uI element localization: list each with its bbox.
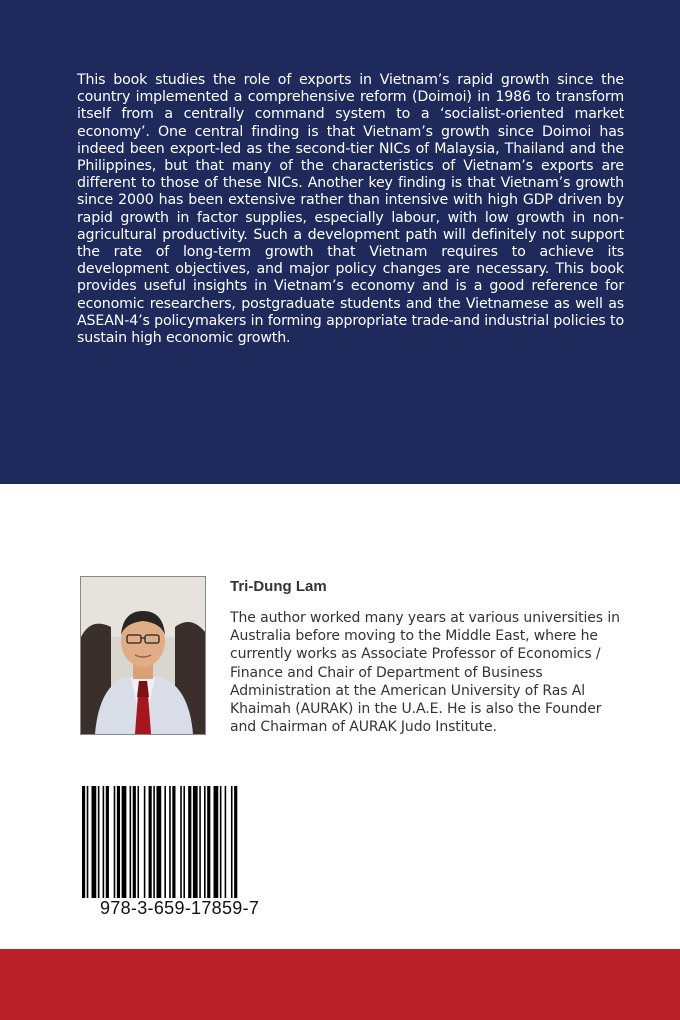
barcode-bar	[117, 786, 120, 898]
barcode-bar	[180, 786, 182, 898]
barcode-bar	[199, 786, 201, 898]
author-bio: The author worked many years at various universities in Australia before moving to the Middle East, where he currently works as Associate Professor of Economics / Finance and Chair of Department of Business Administration at the American University of Ras Al Khaimah (AURAK) in the U.A.E. He is also the Founder and Chairman of AURAK Judo Institute.	[230, 610, 620, 736]
barcode-bar	[98, 786, 100, 898]
barcode-bar	[204, 786, 206, 898]
barcode-bar	[183, 786, 185, 898]
barcode-bar	[231, 786, 233, 898]
barcode-bar	[82, 786, 85, 898]
barcode-bar	[122, 786, 127, 898]
barcode-bar	[114, 786, 116, 898]
barcode-bar	[149, 786, 152, 898]
author-name: Tri-Dung Lam	[230, 578, 327, 595]
barcode-bar	[130, 786, 132, 898]
barcode-bar	[103, 786, 105, 898]
isbn-number: 978-3-659-17859-7	[100, 898, 260, 918]
barcode-bar	[188, 786, 191, 898]
barcode-bar	[172, 786, 175, 898]
barcode-bar	[92, 786, 97, 898]
barcode-bar	[137, 786, 139, 898]
barcode-bar	[106, 786, 109, 898]
barcode-bar	[133, 786, 136, 898]
bottom-band	[0, 949, 680, 1020]
barcode-bar	[193, 786, 198, 898]
blurb-panel	[0, 0, 680, 484]
barcode-bar	[87, 786, 89, 898]
barcode-bar	[225, 786, 227, 898]
barcode-bar	[234, 786, 237, 898]
barcode-bar	[169, 786, 171, 898]
barcode-bar	[214, 786, 219, 898]
book-blurb: This book studies the role of exports in Vietnam’s rapid growth since the country implemented a comprehensive reform (Doimoi) in 1986 to transform itself from a centrally command system to a ‘socialist-oriented market economy’. One central finding is that Vietnam’s growth since Doimoi has indeed been export-led as the second-tier NICs of Malaysia, Thailand and the Philippines, but that many of the characteristics of Vietnam’s exports are different to those of these NICs. Another key finding is that Vietnam’s growth since 2000 has been extensive rather than intensive with high GDP driven by rapid growth in factor supplies, especially labour, with low growth in non-agricultural productivity. Such a development path will definitely not support the rate of long-term growth that Vietnam requires to achieve its development objectives, and major policy changes are necessary. This book provides useful insights in Vietnam’s economy and is a good reference for economic researchers, postgraduate students and the Vietnamese as well as ASEAN-4’s policymakers in forming appropriate trade-and industrial policies to sustain high economic growth.	[77, 72, 624, 347]
barcode-bar	[144, 786, 146, 898]
barcode	[82, 786, 288, 898]
barcode-bar	[156, 786, 161, 898]
barcode-bar	[220, 786, 222, 898]
barcode-bar	[207, 786, 210, 898]
author-photo	[80, 576, 206, 735]
barcode-bar	[164, 786, 166, 898]
barcode-bar	[153, 786, 155, 898]
